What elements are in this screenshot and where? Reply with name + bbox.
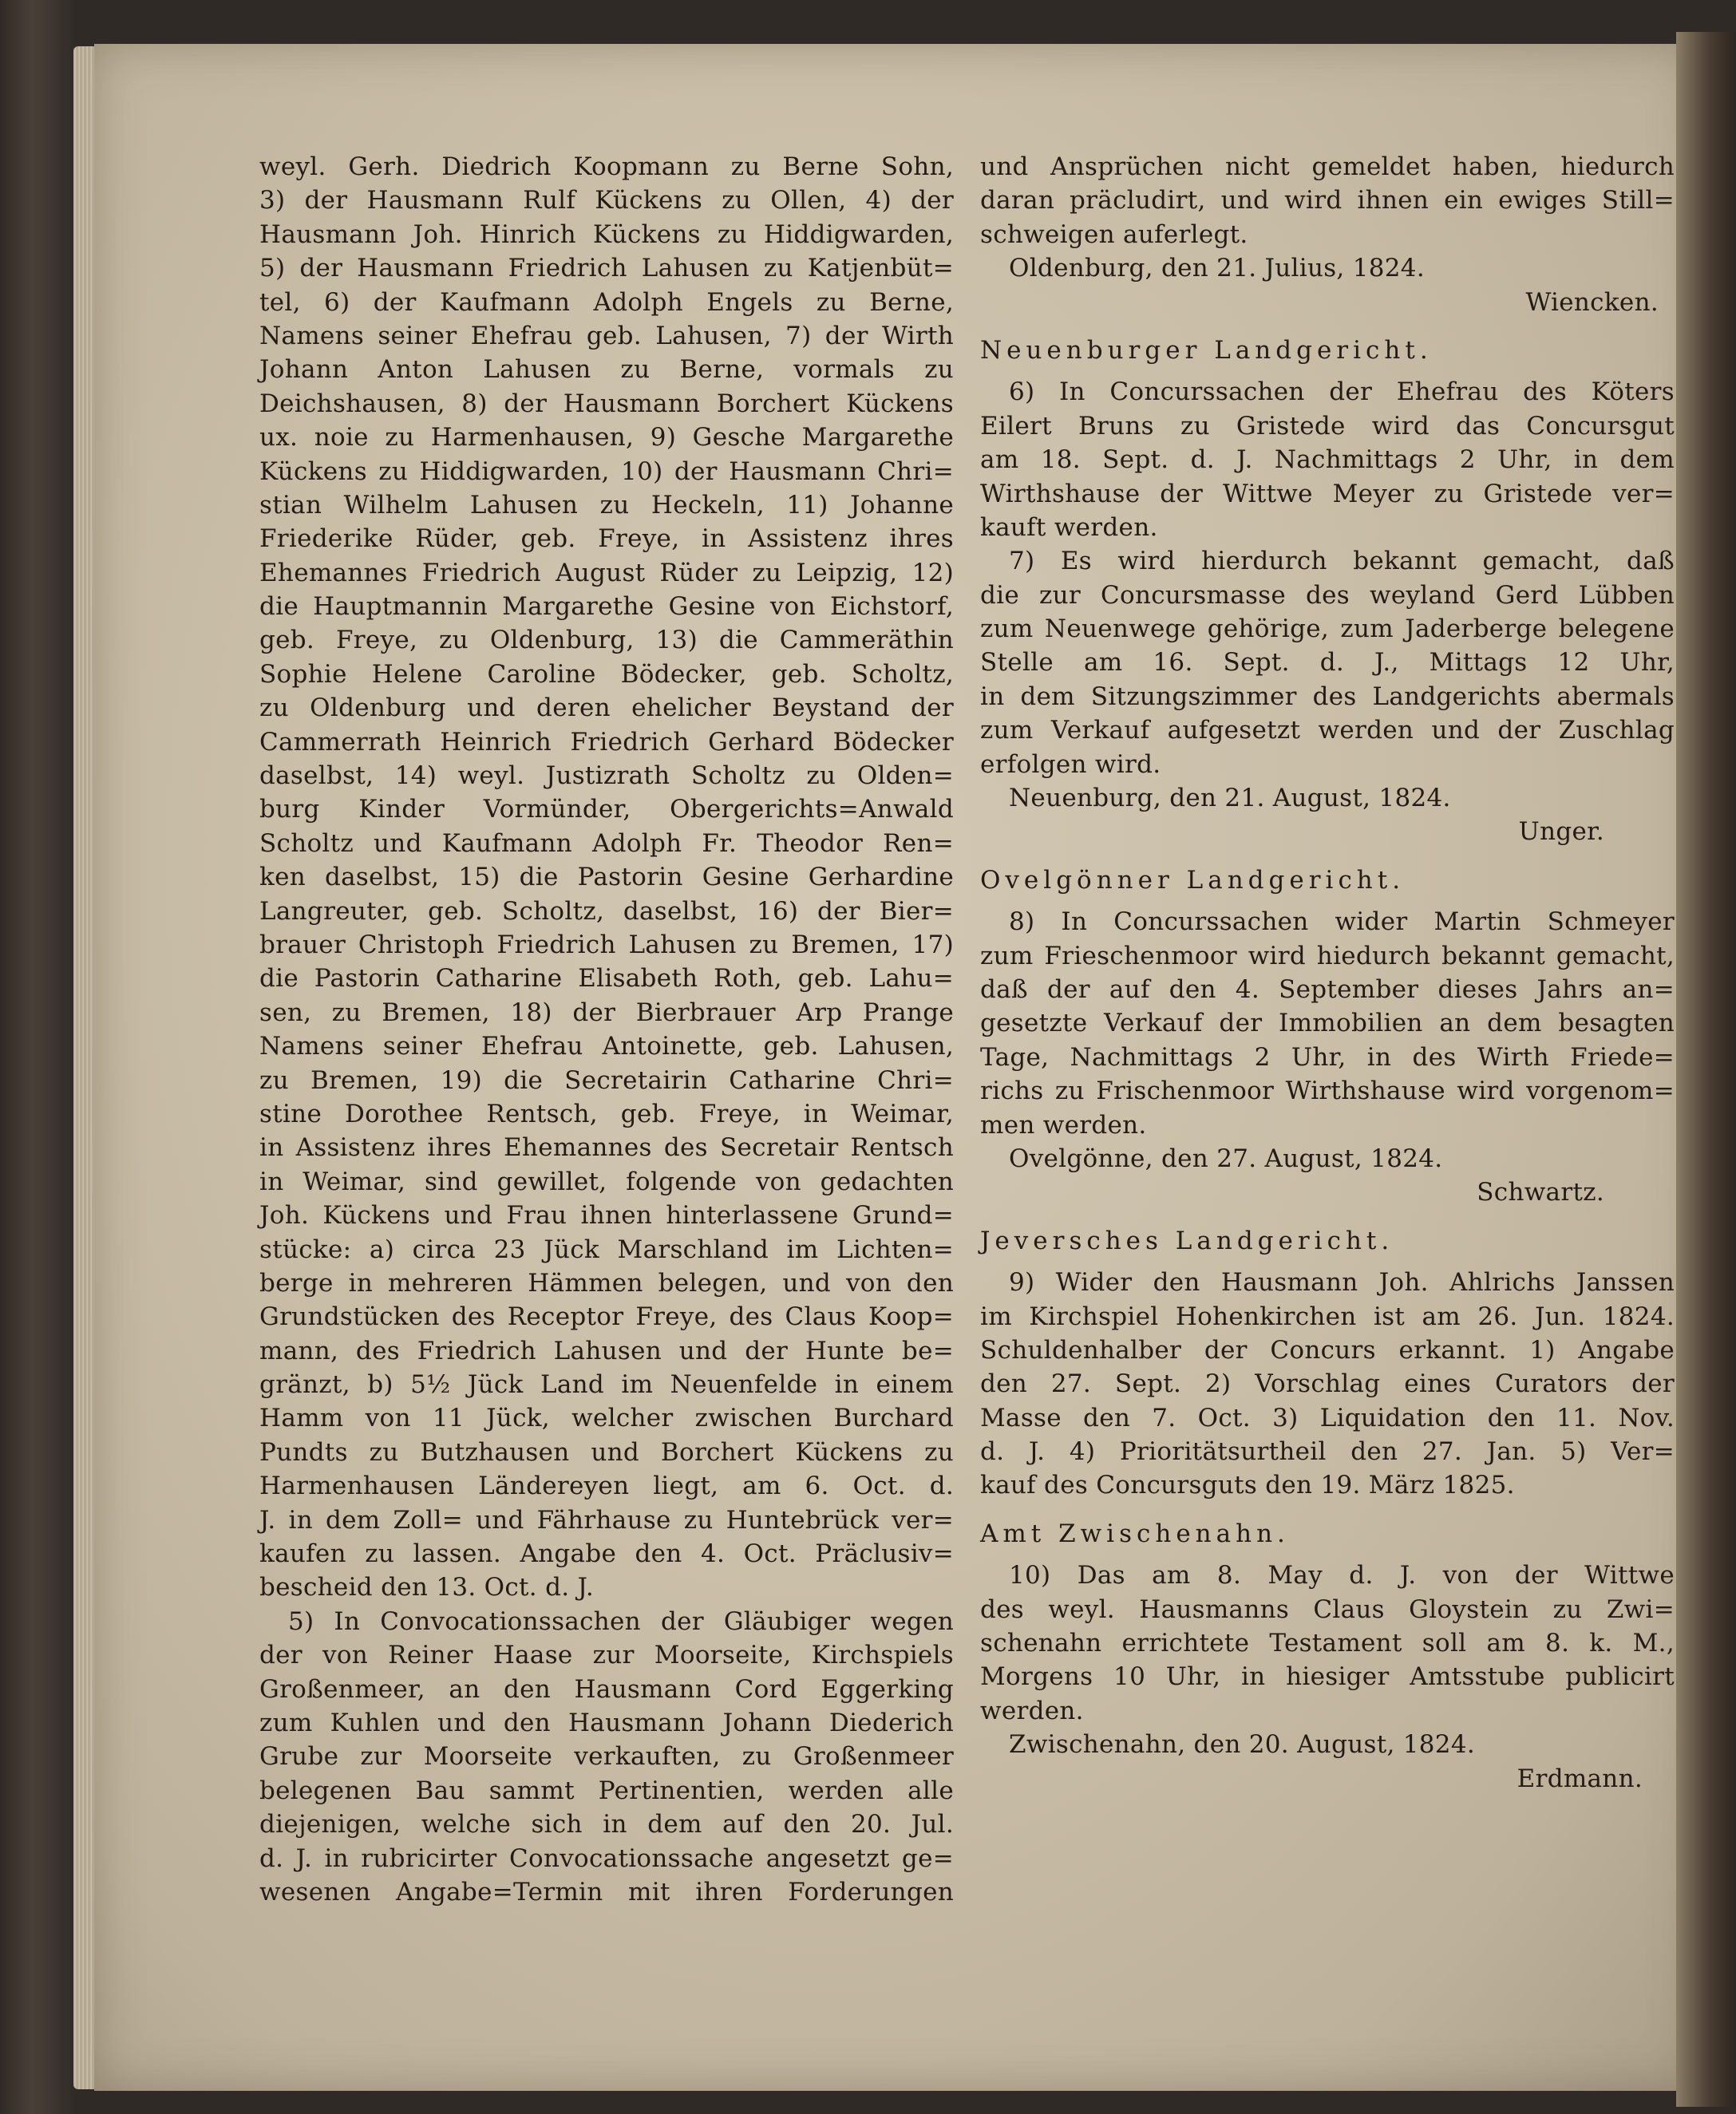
text-line: men werden. (980, 1110, 1147, 1140)
left-text-column (259, 150, 954, 1909)
text-line: gesetzte Verkauf der Immobilien an dem besagten (980, 1009, 1675, 1038)
text-line: Masse den 7. Oct. 3) Liquidation den 11. Nov. (980, 1403, 1675, 1432)
intro-paragraph (980, 150, 1675, 319)
text-line: ken daselbst, 15) die Pastorin Gesine Gerhardine (259, 863, 954, 892)
text-line: in Weimar, sind gewillet, folgende von gedachten (259, 1167, 954, 1196)
text-line: diejenigen, welche sich in dem auf den 20. Jul. (259, 1810, 954, 1839)
text-line: stine Dorothee Rentsch, geb. Freye, in Weimar, (259, 1099, 954, 1128)
dateline: Neuenburg, den 21. August, 1824. (1009, 784, 1451, 813)
text-line: Pundts zu Butzhausen und Borchert Kückens zu (259, 1437, 954, 1467)
notice-8 (980, 905, 1675, 1210)
text-line: daß der auf den 4. September dieses Jahrs an= (980, 974, 1675, 1004)
text-line: tel, 6) der Kaufmann Adolph Engels zu Berne, (259, 287, 954, 317)
text-line: Namens seiner Ehefrau geb. Lahusen, 7) der Wirth (259, 321, 954, 350)
text-line: am 18. Sept. d. J. Nachmittags 2 Uhr, in dem (980, 445, 1675, 475)
text-line: 5) In Convocationssachen der Gläubiger wegen (288, 1606, 954, 1636)
text-line: in dem Sitzungszimmer des Landgerichts abermals (980, 682, 1675, 711)
text-line: werden. (980, 1696, 1084, 1725)
text-line: richs zu Frischenmoor Wirthshause wird vorgenom= (980, 1077, 1675, 1106)
text-line: zum Kuhlen und den Hausmann Johann Diederich (259, 1708, 954, 1737)
text-line: bescheid den 13. Oct. d. J. (259, 1573, 595, 1602)
text-line: zum Frieschenmoor wird hiedurch bekannt gemacht, (980, 941, 1675, 970)
notice-7 (980, 544, 1675, 849)
text-line: Grundstücken des Receptor Freye, des Claus Koop= (259, 1302, 954, 1332)
text-line: geb. Freye, zu Oldenburg, 13) die Cammeräthin (259, 626, 954, 655)
text-line: den 27. Sept. 2) Vorschlag eines Curators der (980, 1369, 1675, 1399)
section-heading-jever: Jeversches Landgericht. (980, 1226, 1394, 1255)
book-gutter (1676, 32, 1736, 2107)
notice-6 (980, 375, 1675, 544)
text-line: Großenmeer, an den Hausmann Cord Eggerking (259, 1674, 954, 1704)
text-line: d. J. in rubricirter Convocationssache angesetzt ge= (259, 1843, 954, 1873)
text-line: Eilert Bruns zu Gristede wird das Concursgut (980, 411, 1675, 441)
text-line: schenahn errichtete Testament soll am 8. k. M., (980, 1629, 1675, 1658)
text-line: stücke: a) circa 23 Jück Marschland im Lichten= (259, 1235, 954, 1264)
text-line: Tage, Nachmittags 2 Uhr, in des Wirth Friede= (980, 1042, 1675, 1072)
text-line: Ehemannes Friedrich August Rüder zu Leipzig, 12) (259, 558, 954, 587)
section-heading-neuenburg: Neuenburger Landgericht. (980, 335, 1433, 365)
text-line: Cammerrath Heinrich Friedrich Gerhard Bödecker (259, 727, 954, 757)
text-line: stian Wilhelm Lahusen zu Heckeln, 11) Johanne (259, 490, 954, 520)
text-line: 3) der Hausmann Rulf Kückens zu Ollen, 4) der (259, 186, 954, 215)
text-line: zum Verkauf aufgesetzt werden und der Zuschlag (980, 716, 1675, 745)
text-line: Schuldenhalber der Concurs erkannt. 1) Angabe (980, 1335, 1675, 1365)
dateline: Oldenburg, den 21. Julius, 1824. (1009, 254, 1425, 283)
text-line: J. in dem Zoll= und Fährhause zu Huntebrück ver= (259, 1505, 954, 1535)
text-line: daselbst, 14) weyl. Justizrath Scholtz zu Olden= (259, 761, 954, 791)
text-line: Namens seiner Ehefrau Antoinette, geb. Lahusen, (259, 1032, 954, 1061)
text-line: Grube zur Moorseite verkauften, zu Großenmeer (259, 1742, 954, 1772)
section-heading-ovelgonne: Ovelgönner Landgericht. (980, 865, 1406, 895)
text-line: zu Oldenburg und deren ehelicher Beystand der (259, 693, 954, 723)
signature: Unger. (1518, 817, 1604, 847)
text-line: schweigen auferlegt. (980, 219, 1248, 249)
text-line: Johann Anton Lahusen zu Berne, vormals zu (259, 355, 954, 385)
text-line: Morgens 10 Uhr, in hiesiger Amtsstube publicirt (980, 1662, 1675, 1692)
text-line: 9) Wider den Hausmann Joh. Ahlrichs Janssen (1009, 1268, 1675, 1298)
text-line: Hamm von 11 Jück, welcher zwischen Burchard (259, 1404, 954, 1433)
text-line: 10) Das am 8. May d. J. von der Wittwe (1009, 1561, 1675, 1590)
text-line: zu Bremen, 19) die Secretairin Catharine Chri= (259, 1065, 954, 1095)
notice-9 (980, 1266, 1675, 1503)
text-line: Kückens zu Hiddigwarden, 10) der Hausmann Chri= (259, 456, 954, 486)
signature: Schwartz. (1477, 1178, 1604, 1207)
text-line: 8) In Concurssachen wider Martin Schmeyer (1009, 907, 1675, 937)
text-line: Joh. Kückens und Frau ihnen hinterlassene Grund= (259, 1201, 954, 1231)
text-line: 6) In Concurssachen der Ehefrau des Köters (1009, 377, 1675, 407)
text-line: Stelle am 16. Sept. d. J., Mittags 12 Uhr, (980, 648, 1675, 678)
text-line: belegenen Bau sammt Pertinentien, werden alle (259, 1776, 954, 1805)
text-line: 7) Es wird hierdurch bekannt gemacht, daß (1009, 547, 1675, 576)
text-line: daran präcludirt, und wird ihnen ein ewiges Still= (980, 186, 1675, 215)
text-line: in Assistenz ihres Ehemannes des Secretair Rentsch (259, 1133, 954, 1163)
text-line: wesenen Angabe=Termin mit ihren Forderungen (259, 1877, 954, 1907)
signature: Erdmann. (1517, 1764, 1643, 1793)
text-line: burg Kinder Vormünder, Obergerichts=Anwald (259, 795, 954, 824)
text-line: d. J. 4) Prioritätsurtheil den 27. Jan. 5) Ver= (980, 1437, 1675, 1467)
signature: Wiencken. (1525, 287, 1659, 317)
text-line: berge in mehreren Hämmen belegen, und von den (259, 1268, 954, 1298)
text-line: brauer Christoph Friedrich Lahusen zu Bremen, 17) (259, 930, 954, 959)
text-line: Wirthshause der Wittwe Meyer zu Gristede ver= (980, 479, 1675, 508)
text-line: kauft werden. (980, 512, 1158, 542)
dateline: Ovelgönne, den 27. August, 1824. (1009, 1144, 1443, 1173)
text-line: die Hauptmannin Margarethe Gesine von Eichstorf, (259, 592, 954, 622)
text-line: und Ansprüchen nicht gemeldet haben, hiedurch (980, 152, 1675, 181)
text-line: die zur Concursmasse des weyland Gerd Lübben (980, 580, 1675, 610)
text-line: der von Reiner Haase zur Moorseite, Kirchspiels (259, 1641, 954, 1670)
text-line: des weyl. Hausmanns Claus Gloystein zu Zwi= (980, 1594, 1675, 1624)
text-line: die Pastorin Catharine Elisabeth Roth, geb. Lahu= (259, 964, 954, 994)
text-line: Sophie Helene Caroline Bödecker, geb. Scholtz, (259, 659, 954, 689)
notice-10 (980, 1559, 1675, 1796)
text-line: Scholtz und Kaufmann Adolph Fr. Theodor Ren= (259, 828, 954, 858)
text-line: mann, des Friedrich Lahusen und der Hunte be= (259, 1336, 954, 1365)
text-line: sen, zu Bremen, 18) der Bierbrauer Arp Prange (259, 998, 954, 1027)
text-line: Friederike Rüder, geb. Freye, in Assistenz ihres (259, 524, 954, 554)
text-line: kauf des Concursguts den 19. März 1825. (980, 1471, 1515, 1500)
text-line: Deichshausen, 8) der Hausmann Borchert Kückens (259, 389, 954, 418)
text-line: zum Neuenwege gehörige, zum Jaderberge belegene (980, 614, 1675, 644)
text-line: gränzt, b) 5½ Jück Land im Neuenfelde in einem (259, 1370, 954, 1400)
text-line: erfolgen wird. (980, 749, 1161, 779)
text-line: Langreuter, geb. Scholtz, daselbst, 16) der Bier= (259, 896, 954, 926)
text-line: ux. noie zu Harmenhausen, 9) Gesche Margarethe (259, 423, 954, 452)
text-line: Harmenhausen Ländereyen liegt, am 6. Oct. d. (259, 1472, 954, 1501)
text-line: Hausmann Joh. Hinrich Kückens zu Hiddigwarden, (259, 219, 954, 249)
section-heading-zwischenahn: Amt Zwischenahn. (980, 1519, 1290, 1548)
text-line: 5) der Hausmann Friedrich Lahusen zu Katjenbüt= (259, 254, 954, 283)
text-line: im Kirchspiel Hohenkirchen ist am 26. Jun. 1824. (980, 1302, 1675, 1331)
text-line: weyl. Gerh. Diedrich Koopmann zu Berne Sohn, (259, 152, 954, 181)
dateline: Zwischenahn, den 20. August, 1824. (1009, 1730, 1476, 1760)
right-text-column (980, 150, 1675, 1796)
text-line: kaufen zu lassen. Angabe den 4. Oct. Präclusiv= (259, 1539, 954, 1569)
